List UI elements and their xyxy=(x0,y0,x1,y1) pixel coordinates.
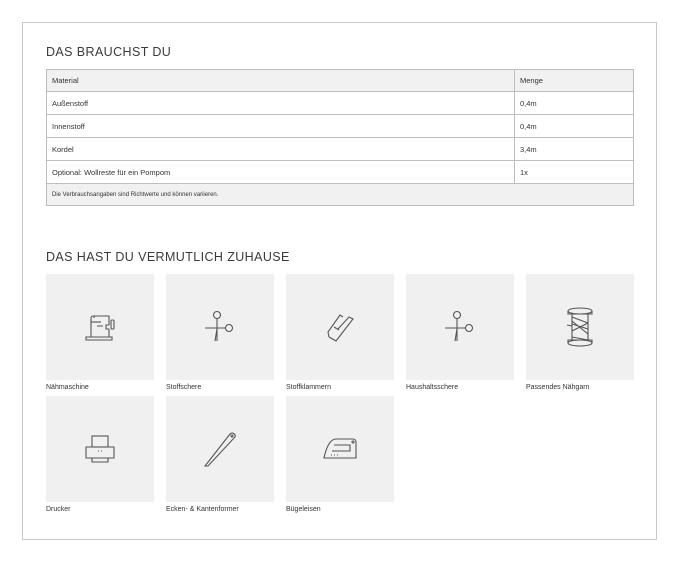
materials-table xyxy=(46,69,634,206)
item-label: Passendes Nähgarn xyxy=(526,384,590,391)
item-label: Haushaltsschere xyxy=(406,384,459,391)
table-row xyxy=(47,161,634,184)
item-tile-fabric-clips xyxy=(286,274,394,391)
item-tile-point-turner xyxy=(166,396,274,513)
fabric-clip-icon xyxy=(325,311,355,343)
material-cell: Optional: Wollreste für ein Pompom xyxy=(47,161,515,184)
item-image xyxy=(166,274,274,380)
item-image xyxy=(526,274,634,380)
table-row xyxy=(47,138,634,161)
sewing-machine-icon xyxy=(83,312,117,342)
item-label: Ecken- & Kantenformer xyxy=(166,506,239,513)
item-label: Nähmaschine xyxy=(46,384,89,391)
table-row xyxy=(47,115,634,138)
item-image xyxy=(46,396,154,502)
point-turner-icon xyxy=(202,430,238,468)
material-cell: Kordel xyxy=(47,138,515,161)
quantity-cell: 0,4m xyxy=(515,92,634,115)
item-tile-fabric-scissors xyxy=(166,274,274,391)
section-title-home: DAS HAST DU VERMUTLICH ZUHAUSE xyxy=(46,250,290,264)
item-image xyxy=(166,396,274,502)
header-quantity: Menge xyxy=(515,70,634,92)
item-tile-thread xyxy=(526,274,634,391)
item-label: Stoffklammern xyxy=(286,384,331,391)
iron-icon xyxy=(322,436,358,462)
materials-card xyxy=(22,22,657,540)
quantity-cell: 0,4m xyxy=(515,115,634,138)
item-label: Stoffschere xyxy=(166,384,202,391)
table-row xyxy=(47,92,634,115)
quantity-cell: 1x xyxy=(515,161,634,184)
scissors-icon xyxy=(203,310,237,344)
header-material: Material xyxy=(47,70,515,92)
item-image xyxy=(286,274,394,380)
printer-icon xyxy=(83,434,117,464)
table-note-row xyxy=(47,184,634,206)
item-label: Drucker xyxy=(46,506,71,513)
material-cell: Innenstoff xyxy=(47,115,515,138)
quantity-cell: 3,4m xyxy=(515,138,634,161)
material-cell: Außenstoff xyxy=(47,92,515,115)
item-tile-sewing-machine xyxy=(46,274,154,391)
quantity-note: Die Verbrauchsangaben sind Richtwerte und können variieren. xyxy=(47,184,634,206)
item-label: Bügeleisen xyxy=(286,506,321,513)
section-title-needs: DAS BRAUCHST DU xyxy=(46,45,172,59)
thread-spool-icon xyxy=(565,307,595,347)
item-image xyxy=(286,396,394,502)
item-image xyxy=(46,274,154,380)
scissors-icon xyxy=(443,310,477,344)
item-image xyxy=(406,274,514,380)
item-tile-household-scissors xyxy=(406,274,514,391)
item-tile-iron xyxy=(286,396,394,513)
table-header-row xyxy=(47,70,634,92)
item-tile-printer xyxy=(46,396,154,513)
